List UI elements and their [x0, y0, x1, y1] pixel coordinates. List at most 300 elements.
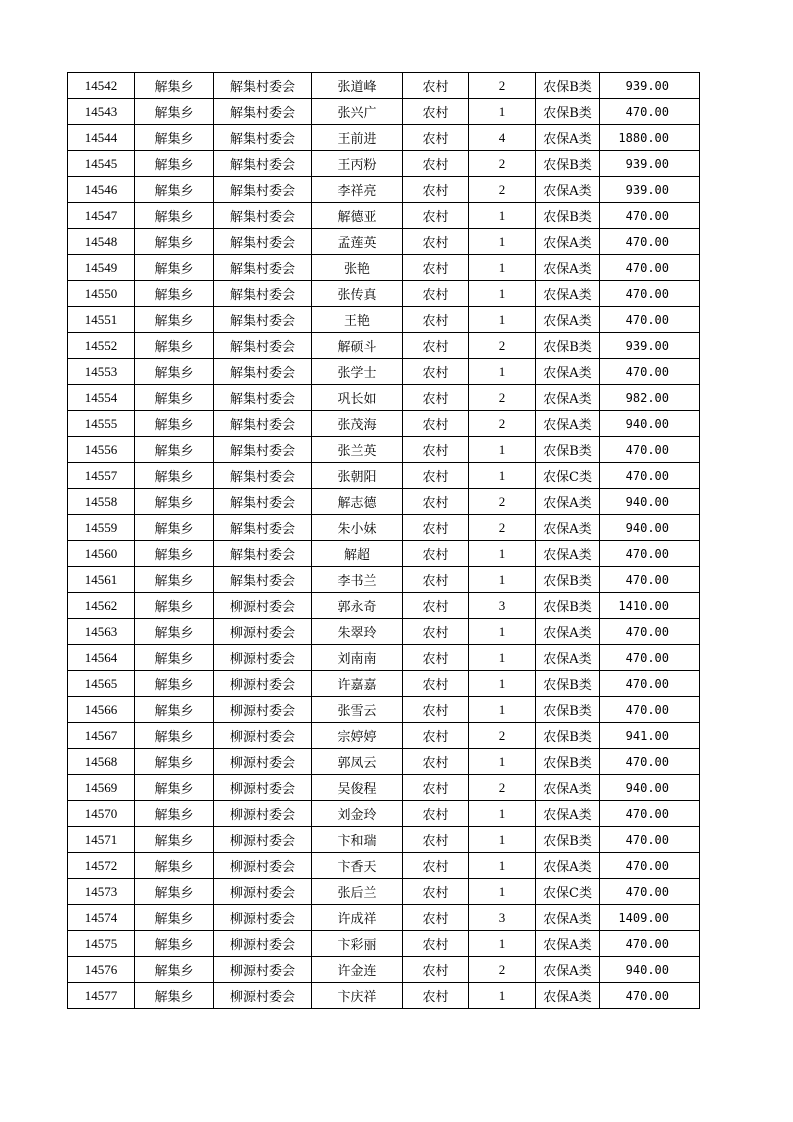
person-count-cell: 2 — [469, 151, 536, 177]
amount-cell: 470.00 — [600, 879, 700, 905]
table-row — [68, 749, 700, 775]
name-cell: 郭凤云 — [312, 749, 403, 775]
table-row — [68, 879, 700, 905]
household-type-cell: 农村 — [403, 853, 469, 879]
records-body — [68, 73, 700, 1009]
table-row — [68, 411, 700, 437]
name-cell: 张茂海 — [312, 411, 403, 437]
serial-number-cell: 14577 — [68, 983, 135, 1009]
name-cell: 卞香天 — [312, 853, 403, 879]
table-row — [68, 645, 700, 671]
category-cell: 农保A类 — [536, 489, 600, 515]
table-row — [68, 437, 700, 463]
name-cell: 张学士 — [312, 359, 403, 385]
table-row — [68, 151, 700, 177]
person-count-cell: 2 — [469, 333, 536, 359]
name-cell: 李祥亮 — [312, 177, 403, 203]
amount-cell: 939.00 — [600, 177, 700, 203]
person-count-cell: 1 — [469, 697, 536, 723]
table-row — [68, 931, 700, 957]
township-cell: 解集乡 — [135, 151, 214, 177]
serial-number-cell: 14557 — [68, 463, 135, 489]
township-cell: 解集乡 — [135, 853, 214, 879]
amount-cell: 470.00 — [600, 463, 700, 489]
household-type-cell: 农村 — [403, 671, 469, 697]
household-type-cell: 农村 — [403, 619, 469, 645]
table-row — [68, 385, 700, 411]
person-count-cell: 1 — [469, 541, 536, 567]
category-cell: 农保B类 — [536, 151, 600, 177]
amount-cell: 470.00 — [600, 229, 700, 255]
amount-cell: 470.00 — [600, 853, 700, 879]
village-committee-cell: 解集村委会 — [214, 333, 312, 359]
name-cell: 孟莲英 — [312, 229, 403, 255]
township-cell: 解集乡 — [135, 73, 214, 99]
name-cell: 郭永奇 — [312, 593, 403, 619]
village-committee-cell: 柳源村委会 — [214, 801, 312, 827]
village-committee-cell: 解集村委会 — [214, 437, 312, 463]
village-committee-cell: 柳源村委会 — [214, 619, 312, 645]
person-count-cell: 3 — [469, 905, 536, 931]
household-type-cell: 农村 — [403, 931, 469, 957]
serial-number-cell: 14547 — [68, 203, 135, 229]
township-cell: 解集乡 — [135, 99, 214, 125]
amount-cell: 470.00 — [600, 619, 700, 645]
household-type-cell: 农村 — [403, 541, 469, 567]
person-count-cell: 2 — [469, 957, 536, 983]
serial-number-cell: 14573 — [68, 879, 135, 905]
name-cell: 解志德 — [312, 489, 403, 515]
serial-number-cell: 14563 — [68, 619, 135, 645]
category-cell: 农保A类 — [536, 853, 600, 879]
person-count-cell: 1 — [469, 879, 536, 905]
category-cell: 农保A类 — [536, 931, 600, 957]
household-type-cell: 农村 — [403, 229, 469, 255]
village-committee-cell: 柳源村委会 — [214, 593, 312, 619]
name-cell: 张艳 — [312, 255, 403, 281]
person-count-cell: 2 — [469, 385, 536, 411]
serial-number-cell: 14564 — [68, 645, 135, 671]
village-committee-cell: 解集村委会 — [214, 385, 312, 411]
township-cell: 解集乡 — [135, 385, 214, 411]
township-cell: 解集乡 — [135, 541, 214, 567]
amount-cell: 941.00 — [600, 723, 700, 749]
serial-number-cell: 14569 — [68, 775, 135, 801]
table-row — [68, 359, 700, 385]
household-type-cell: 农村 — [403, 801, 469, 827]
table-row — [68, 177, 700, 203]
village-committee-cell: 解集村委会 — [214, 203, 312, 229]
township-cell: 解集乡 — [135, 489, 214, 515]
serial-number-cell: 14544 — [68, 125, 135, 151]
name-cell: 巩长如 — [312, 385, 403, 411]
category-cell: 农保A类 — [536, 177, 600, 203]
household-type-cell: 农村 — [403, 255, 469, 281]
person-count-cell: 1 — [469, 463, 536, 489]
household-type-cell: 农村 — [403, 957, 469, 983]
household-type-cell: 农村 — [403, 99, 469, 125]
table-row — [68, 827, 700, 853]
person-count-cell: 2 — [469, 177, 536, 203]
serial-number-cell: 14556 — [68, 437, 135, 463]
table-row — [68, 541, 700, 567]
person-count-cell: 1 — [469, 255, 536, 281]
amount-cell: 470.00 — [600, 931, 700, 957]
household-type-cell: 农村 — [403, 697, 469, 723]
category-cell: 农保A类 — [536, 385, 600, 411]
township-cell: 解集乡 — [135, 203, 214, 229]
name-cell: 李书兰 — [312, 567, 403, 593]
category-cell: 农保B类 — [536, 437, 600, 463]
household-type-cell: 农村 — [403, 125, 469, 151]
name-cell: 卞和瑞 — [312, 827, 403, 853]
serial-number-cell: 14549 — [68, 255, 135, 281]
name-cell: 解德亚 — [312, 203, 403, 229]
village-committee-cell: 柳源村委会 — [214, 671, 312, 697]
table-row — [68, 203, 700, 229]
person-count-cell: 4 — [469, 125, 536, 151]
table-row — [68, 567, 700, 593]
amount-cell: 470.00 — [600, 697, 700, 723]
name-cell: 宗婷婷 — [312, 723, 403, 749]
serial-number-cell: 14572 — [68, 853, 135, 879]
serial-number-cell: 14552 — [68, 333, 135, 359]
table-row — [68, 463, 700, 489]
table-row — [68, 593, 700, 619]
amount-cell: 940.00 — [600, 411, 700, 437]
household-type-cell: 农村 — [403, 905, 469, 931]
household-type-cell: 农村 — [403, 307, 469, 333]
township-cell: 解集乡 — [135, 593, 214, 619]
household-type-cell: 农村 — [403, 203, 469, 229]
village-committee-cell: 解集村委会 — [214, 541, 312, 567]
category-cell: 农保A类 — [536, 281, 600, 307]
category-cell: 农保A类 — [536, 411, 600, 437]
category-cell: 农保B类 — [536, 99, 600, 125]
person-count-cell: 2 — [469, 515, 536, 541]
household-type-cell: 农村 — [403, 489, 469, 515]
amount-cell: 939.00 — [600, 73, 700, 99]
township-cell: 解集乡 — [135, 749, 214, 775]
table-row — [68, 255, 700, 281]
name-cell: 许嘉嘉 — [312, 671, 403, 697]
amount-cell: 470.00 — [600, 983, 700, 1009]
person-count-cell: 3 — [469, 593, 536, 619]
amount-cell: 470.00 — [600, 645, 700, 671]
village-committee-cell: 柳源村委会 — [214, 749, 312, 775]
township-cell: 解集乡 — [135, 437, 214, 463]
category-cell: 农保B类 — [536, 567, 600, 593]
serial-number-cell: 14560 — [68, 541, 135, 567]
township-cell: 解集乡 — [135, 229, 214, 255]
name-cell: 吴俊程 — [312, 775, 403, 801]
table-row — [68, 983, 700, 1009]
township-cell: 解集乡 — [135, 307, 214, 333]
village-committee-cell: 解集村委会 — [214, 177, 312, 203]
amount-cell: 939.00 — [600, 333, 700, 359]
person-count-cell: 1 — [469, 229, 536, 255]
household-type-cell: 农村 — [403, 749, 469, 775]
township-cell: 解集乡 — [135, 827, 214, 853]
amount-cell: 470.00 — [600, 99, 700, 125]
serial-number-cell: 14551 — [68, 307, 135, 333]
township-cell: 解集乡 — [135, 333, 214, 359]
household-type-cell: 农村 — [403, 515, 469, 541]
name-cell: 张后兰 — [312, 879, 403, 905]
village-committee-cell: 解集村委会 — [214, 255, 312, 281]
serial-number-cell: 14570 — [68, 801, 135, 827]
amount-cell: 470.00 — [600, 827, 700, 853]
serial-number-cell: 14550 — [68, 281, 135, 307]
village-committee-cell: 解集村委会 — [214, 281, 312, 307]
amount-cell: 470.00 — [600, 671, 700, 697]
amount-cell: 470.00 — [600, 255, 700, 281]
name-cell: 刘金玲 — [312, 801, 403, 827]
township-cell: 解集乡 — [135, 411, 214, 437]
serial-number-cell: 14566 — [68, 697, 135, 723]
village-committee-cell: 解集村委会 — [214, 99, 312, 125]
household-type-cell: 农村 — [403, 333, 469, 359]
table-row — [68, 333, 700, 359]
township-cell: 解集乡 — [135, 567, 214, 593]
name-cell: 朱翠玲 — [312, 619, 403, 645]
household-type-cell: 农村 — [403, 437, 469, 463]
name-cell: 卞彩丽 — [312, 931, 403, 957]
household-type-cell: 农村 — [403, 177, 469, 203]
category-cell: 农保A类 — [536, 541, 600, 567]
person-count-cell: 1 — [469, 203, 536, 229]
township-cell: 解集乡 — [135, 983, 214, 1009]
category-cell: 农保B类 — [536, 827, 600, 853]
category-cell: 农保A类 — [536, 229, 600, 255]
household-type-cell: 农村 — [403, 281, 469, 307]
village-committee-cell: 柳源村委会 — [214, 775, 312, 801]
village-committee-cell: 柳源村委会 — [214, 645, 312, 671]
household-type-cell: 农村 — [403, 411, 469, 437]
person-count-cell: 1 — [469, 931, 536, 957]
table-row — [68, 619, 700, 645]
amount-cell: 1409.00 — [600, 905, 700, 931]
amount-cell: 940.00 — [600, 957, 700, 983]
serial-number-cell: 14567 — [68, 723, 135, 749]
table-row — [68, 281, 700, 307]
village-committee-cell: 解集村委会 — [214, 489, 312, 515]
name-cell: 张传真 — [312, 281, 403, 307]
category-cell: 农保B类 — [536, 333, 600, 359]
name-cell: 张朝阳 — [312, 463, 403, 489]
village-committee-cell: 解集村委会 — [214, 359, 312, 385]
serial-number-cell: 14559 — [68, 515, 135, 541]
amount-cell: 940.00 — [600, 515, 700, 541]
township-cell: 解集乡 — [135, 905, 214, 931]
serial-number-cell: 14554 — [68, 385, 135, 411]
amount-cell: 470.00 — [600, 567, 700, 593]
name-cell: 解硕斗 — [312, 333, 403, 359]
category-cell: 农保B类 — [536, 671, 600, 697]
person-count-cell: 1 — [469, 853, 536, 879]
person-count-cell: 1 — [469, 281, 536, 307]
township-cell: 解集乡 — [135, 515, 214, 541]
township-cell: 解集乡 — [135, 645, 214, 671]
township-cell: 解集乡 — [135, 697, 214, 723]
household-type-cell: 农村 — [403, 359, 469, 385]
table-row — [68, 905, 700, 931]
township-cell: 解集乡 — [135, 671, 214, 697]
person-count-cell: 1 — [469, 307, 536, 333]
village-committee-cell: 柳源村委会 — [214, 853, 312, 879]
person-count-cell: 1 — [469, 567, 536, 593]
serial-number-cell: 14546 — [68, 177, 135, 203]
table-row — [68, 229, 700, 255]
township-cell: 解集乡 — [135, 359, 214, 385]
household-type-cell: 农村 — [403, 645, 469, 671]
village-committee-cell: 解集村委会 — [214, 125, 312, 151]
amount-cell: 982.00 — [600, 385, 700, 411]
person-count-cell: 2 — [469, 723, 536, 749]
household-type-cell: 农村 — [403, 151, 469, 177]
person-count-cell: 1 — [469, 619, 536, 645]
name-cell: 朱小妹 — [312, 515, 403, 541]
table-row — [68, 957, 700, 983]
category-cell: 农保A类 — [536, 775, 600, 801]
village-committee-cell: 解集村委会 — [214, 73, 312, 99]
township-cell: 解集乡 — [135, 177, 214, 203]
table-row — [68, 853, 700, 879]
township-cell: 解集乡 — [135, 281, 214, 307]
category-cell: 农保B类 — [536, 203, 600, 229]
township-cell: 解集乡 — [135, 125, 214, 151]
village-committee-cell: 解集村委会 — [214, 151, 312, 177]
table-row — [68, 671, 700, 697]
category-cell: 农保C类 — [536, 879, 600, 905]
table-row — [68, 99, 700, 125]
category-cell: 农保B类 — [536, 697, 600, 723]
serial-number-cell: 14571 — [68, 827, 135, 853]
serial-number-cell: 14576 — [68, 957, 135, 983]
household-type-cell: 农村 — [403, 723, 469, 749]
serial-number-cell: 14558 — [68, 489, 135, 515]
table-row — [68, 307, 700, 333]
village-committee-cell: 解集村委会 — [214, 567, 312, 593]
category-cell: 农保A类 — [536, 905, 600, 931]
table-row — [68, 125, 700, 151]
serial-number-cell: 14548 — [68, 229, 135, 255]
village-committee-cell: 柳源村委会 — [214, 957, 312, 983]
table-row — [68, 515, 700, 541]
serial-number-cell: 14562 — [68, 593, 135, 619]
person-count-cell: 1 — [469, 645, 536, 671]
name-cell: 张道峰 — [312, 73, 403, 99]
village-committee-cell: 柳源村委会 — [214, 879, 312, 905]
name-cell: 张雪云 — [312, 697, 403, 723]
name-cell: 王前进 — [312, 125, 403, 151]
township-cell: 解集乡 — [135, 801, 214, 827]
name-cell: 解超 — [312, 541, 403, 567]
category-cell: 农保B类 — [536, 593, 600, 619]
person-count-cell: 1 — [469, 827, 536, 853]
household-type-cell: 农村 — [403, 385, 469, 411]
serial-number-cell: 14553 — [68, 359, 135, 385]
person-count-cell: 1 — [469, 983, 536, 1009]
household-type-cell: 农村 — [403, 827, 469, 853]
category-cell: 农保B类 — [536, 749, 600, 775]
amount-cell: 470.00 — [600, 541, 700, 567]
village-committee-cell: 柳源村委会 — [214, 931, 312, 957]
amount-cell: 1880.00 — [600, 125, 700, 151]
amount-cell: 470.00 — [600, 307, 700, 333]
serial-number-cell: 14574 — [68, 905, 135, 931]
name-cell: 卞庆祥 — [312, 983, 403, 1009]
records-table — [67, 72, 700, 1009]
household-type-cell: 农村 — [403, 775, 469, 801]
table-row — [68, 697, 700, 723]
serial-number-cell: 14545 — [68, 151, 135, 177]
name-cell: 张兰英 — [312, 437, 403, 463]
person-count-cell: 1 — [469, 359, 536, 385]
person-count-cell: 2 — [469, 489, 536, 515]
category-cell: 农保A类 — [536, 359, 600, 385]
person-count-cell: 1 — [469, 671, 536, 697]
amount-cell: 1410.00 — [600, 593, 700, 619]
amount-cell: 470.00 — [600, 801, 700, 827]
category-cell: 农保A类 — [536, 125, 600, 151]
township-cell: 解集乡 — [135, 255, 214, 281]
household-type-cell: 农村 — [403, 983, 469, 1009]
category-cell: 农保A类 — [536, 307, 600, 333]
name-cell: 刘南南 — [312, 645, 403, 671]
township-cell: 解集乡 — [135, 957, 214, 983]
household-type-cell: 农村 — [403, 593, 469, 619]
category-cell: 农保B类 — [536, 73, 600, 99]
amount-cell: 470.00 — [600, 281, 700, 307]
township-cell: 解集乡 — [135, 775, 214, 801]
household-type-cell: 农村 — [403, 567, 469, 593]
category-cell: 农保A类 — [536, 801, 600, 827]
category-cell: 农保A类 — [536, 255, 600, 281]
name-cell: 王艳 — [312, 307, 403, 333]
serial-number-cell: 14543 — [68, 99, 135, 125]
village-committee-cell: 解集村委会 — [214, 463, 312, 489]
category-cell: 农保A类 — [536, 619, 600, 645]
village-committee-cell: 柳源村委会 — [214, 905, 312, 931]
table-row — [68, 723, 700, 749]
household-type-cell: 农村 — [403, 73, 469, 99]
amount-cell: 470.00 — [600, 203, 700, 229]
person-count-cell: 2 — [469, 411, 536, 437]
township-cell: 解集乡 — [135, 931, 214, 957]
township-cell: 解集乡 — [135, 723, 214, 749]
serial-number-cell: 14568 — [68, 749, 135, 775]
township-cell: 解集乡 — [135, 619, 214, 645]
name-cell: 许成祥 — [312, 905, 403, 931]
township-cell: 解集乡 — [135, 879, 214, 905]
table-row — [68, 489, 700, 515]
person-count-cell: 2 — [469, 775, 536, 801]
serial-number-cell: 14561 — [68, 567, 135, 593]
serial-number-cell: 14555 — [68, 411, 135, 437]
table-row — [68, 73, 700, 99]
village-committee-cell: 解集村委会 — [214, 229, 312, 255]
category-cell: 农保A类 — [536, 957, 600, 983]
serial-number-cell: 14565 — [68, 671, 135, 697]
amount-cell: 470.00 — [600, 437, 700, 463]
village-committee-cell: 柳源村委会 — [214, 983, 312, 1009]
amount-cell: 940.00 — [600, 775, 700, 801]
category-cell: 农保B类 — [536, 723, 600, 749]
amount-cell: 939.00 — [600, 151, 700, 177]
village-committee-cell: 柳源村委会 — [214, 697, 312, 723]
category-cell: 农保A类 — [536, 515, 600, 541]
